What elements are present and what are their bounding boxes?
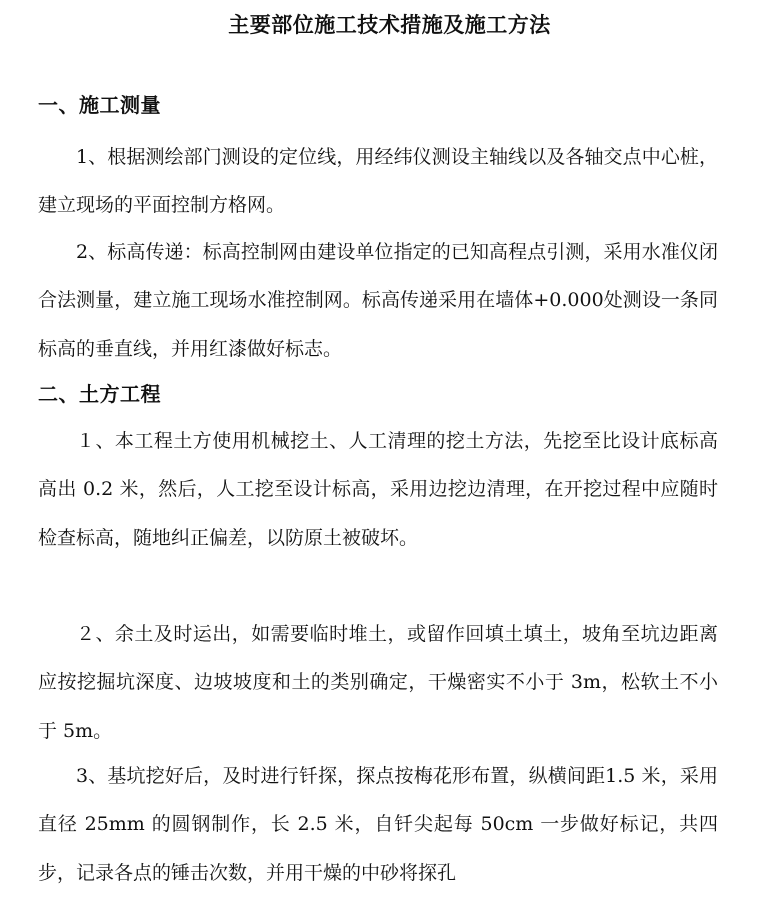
paragraph-survey-1 — [38, 133, 718, 230]
paragraph-earthwork-3 — [38, 752, 718, 897]
paragraph-text: １、本工程土方使用机械挖土、人工清理的挖土方法，先挖至比设计底标高高出 0.2 米，然后，人工挖至设计标高，采用边挖边清理，在开挖过程中应随时检查标高，随地纠正偏差，以防原土被破坏。 — [38, 430, 718, 549]
paragraph-earthwork-1 — [38, 417, 718, 562]
section-heading-survey: 一、施工测量 — [38, 93, 161, 117]
paragraph-text: 3、基坑挖好后，及时进行钎探，探点按梅花形布置，纵横间距1.5 米，采用直径 25mm 的圆钢制作，长 2.5 米，自钎尖起每 50cm 一步做好标记，共四步，记录各点的锤击次数，并用干燥的中砂将探孔 — [38, 765, 718, 884]
paragraph-text: ２、余土及时运出，如需要临时堆土，或留作回填土填土，坡角至坑边距离应按挖掘坑深度、边坡坡度和土的类别确定，干燥密实不小于 3m，松软土不小于 5m。 — [38, 623, 718, 742]
document-title: 主要部位施工技术措施及施工方法 — [228, 13, 551, 37]
paragraph-text: 1、根据测绘部门测设的定位线，用经纬仪测设主轴线以及各轴交点中心桩，建立现场的平面控制方格网。 — [38, 146, 718, 217]
paragraph-earthwork-2 — [38, 610, 718, 755]
section-heading-earthwork: 二、土方工程 — [38, 382, 161, 406]
paragraph-survey-2 — [38, 228, 718, 373]
paragraph-text: 2、标高传递：标高控制网由建设单位指定的已知高程点引测，采用水准仪闭合法测量，建立施工现场水准控制网。标高传递采用在墙体+0.000处测设一条同标高的垂直线，并用红漆做好标志。 — [38, 241, 718, 360]
